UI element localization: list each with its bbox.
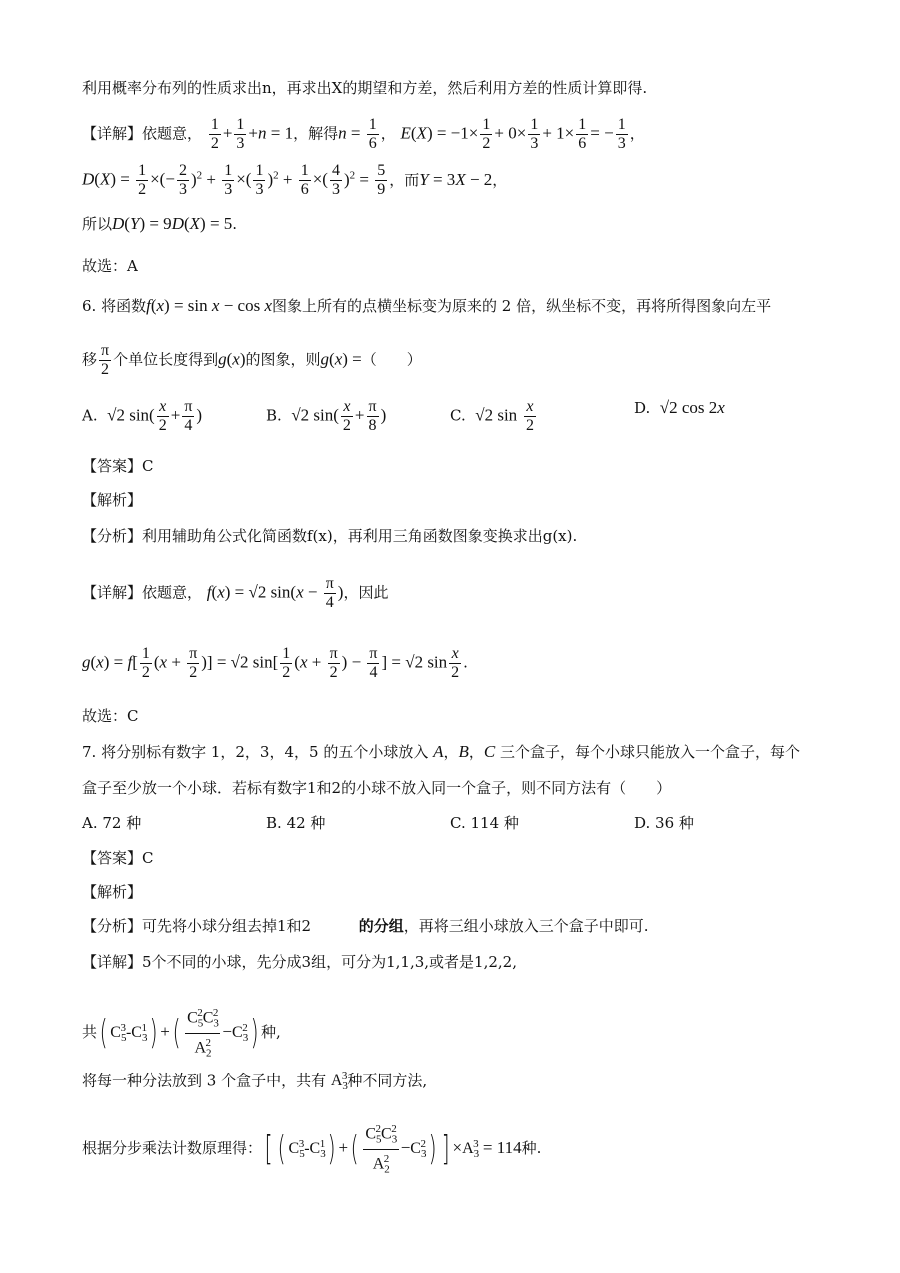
- q7-analysis: 【分析】可先将小球分组去掉1和2 的分组，再将三组小球放入三个盒子中即可.: [82, 917, 649, 935]
- q7-jiexi: 【解析】: [82, 883, 143, 901]
- q7-total: 共( $C_5^3-C_3^1$) +( $\frac{C_5^2C_3^2}{A_2^2}$ $-C_3^2$) 种,: [82, 1004, 281, 1062]
- q6-option-c[interactable]: C. √2 sin $\frac{x}{2}$: [450, 398, 534, 434]
- q7-option-a[interactable]: A. 72 种: [82, 814, 142, 832]
- q5-detail: 【详解】依题意， $\frac{1}{2}$ + $\frac{1}{3}$ +n = 1，解得n = $\frac{1}{6}$ ， E(X) = −1× $\frac{1}{2}$ + 0× $\frac{1}{3}$ + 1× $\frac{1}{6}$ = − $\frac{1}{3}$ ，: [82, 116, 645, 152]
- q7-stem-line2: 盒子至少放一个小球．若标有数字1和2的小球不放入同一个盒子，则不同方法有（ ）: [82, 779, 672, 797]
- q7-stem-line1: 7. 将分别标有数字 1，2，3，4，5 的五个小球放入 A，B，C 三个盒子，每个小球只能放入一个盒子，每个: [82, 742, 801, 761]
- frac: $\frac{1}{2}$: [210, 116, 219, 152]
- q5-dx: D(X) = $\frac{1}{2}$ ×(− $\frac{2}{3}$ )$^2$ + $\frac{1}{3}$ ×( $\frac{1}{3}$ )$^2$ + $\frac{1}{6}$ ×( $\frac{4}{3}$ )$^2$ = $\frac{5}{9}$ ，而Y = 3X − 2，: [82, 162, 508, 198]
- q6-g-expr: g(x) = f[ $\frac{1}{2}$ (x + $\frac{\pi}{2}$ )] = √2 sin[ $\frac{1}{2}$ (x + $\frac{\pi}{2}$ ) − $\frac{\pi}{4}$ ] = √2 sin $\frac{x}{2}$ .: [82, 645, 468, 681]
- q6-analysis: 【分析】利用辅助角公式化简函数f(x)，再利用三角函数图象变换求出g(x).: [82, 527, 578, 545]
- q6-stem-line1: 6. 将函数f(x) = sin x − cos x图象上所有的点横坐标变为原来的 2 倍，纵坐标不变，再将所得图象向左平: [82, 296, 772, 315]
- q6-detail: 【详解】依题意， f(x) = √2 sin(x − $\frac{\pi}{4}$ )，因此: [82, 575, 389, 611]
- q5-so: 所以D(Y) = 9D(X) = 5.: [82, 214, 238, 233]
- q5-detail-intro: 依题意，: [142, 124, 203, 143]
- q5-analysis: 利用概率分布列的性质求出n，再求出X的期望和方差，然后利用方差的性质计算即得.: [82, 79, 648, 97]
- q6-choice: 故选：C: [82, 707, 139, 725]
- q7-place: 将每一种分法放到 3 个盒子中，共有 $A_3^3$种不同方法,: [82, 1070, 428, 1093]
- q7-answer: 【答案】C: [82, 849, 154, 867]
- q5-choice: 故选：A: [82, 257, 138, 275]
- q7-option-c[interactable]: C. 114 种: [450, 814, 519, 832]
- q5-detail-label: 【详解】: [82, 124, 143, 143]
- q6-stem-line2: 移 $\frac{\pi}{2}$ 个单位长度得到g(x)的图象，则g(x) =（ ）: [82, 342, 422, 378]
- q6-option-b[interactable]: B. √2 sin( $\frac{x}{2}$ + $\frac{\pi}{8}$ ): [266, 398, 387, 434]
- q7-principle: 根据分步乘法计数原理得：[ ( $C_5^3-C_3^1$) +( $\frac{C_5^2C_3^2}{A_2^2}$ $-C_3^2$) ] $\times A_3^3 = 114$种.: [82, 1120, 541, 1178]
- q7-detail: 【详解】5个不同的小球，先分成3组，可分为1,1,3,或者是1,2,2,: [82, 953, 517, 971]
- q7-option-b[interactable]: B. 42 种: [266, 814, 326, 832]
- q7-option-d[interactable]: D. 36 种: [634, 814, 694, 832]
- q6-answer: 【答案】C: [82, 457, 154, 475]
- q6-jiexi: 【解析】: [82, 491, 143, 509]
- q5-solve-text: ，解得: [293, 124, 339, 143]
- q6-option-a[interactable]: A. √2 sin( $\frac{x}{2}$ + $\frac{\pi}{4}$ ): [82, 398, 203, 434]
- q6-option-d[interactable]: D. √2 cos 2x: [634, 398, 725, 417]
- q5-y-text: ，而Y = 3X − 2，: [389, 169, 508, 189]
